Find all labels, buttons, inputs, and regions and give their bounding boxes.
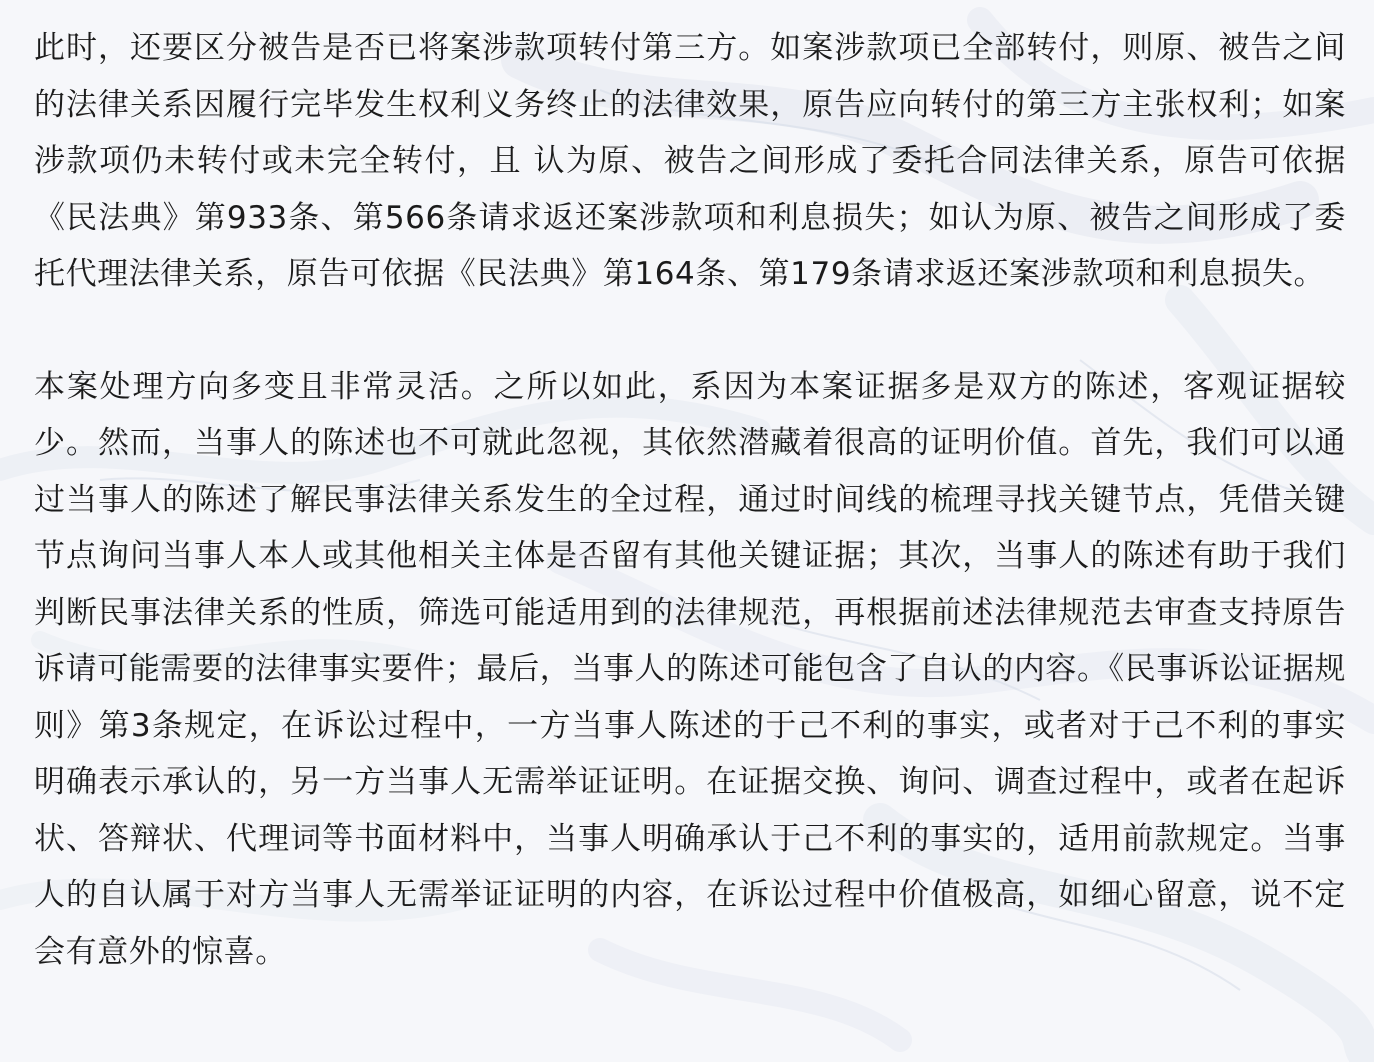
article-body [34, 20, 1346, 980]
paragraph-case-handling: 本案处理方向多变且非常灵活。之所以如此，系因为本案证据多是双方的陈述，客观证据较少。然而，当事人的陈述也不可就此忽视，其依然潜藏着很高的证明价值。首先，我们可以通过当事人的陈述了解民事法律关系发生的全过程，通过时间线的梳理寻找关键节点，凭借关键节点询问当事人本人或其他相关主体是否留有其他关键证据；其次，当事人的陈述有助于我们判断民事法律关系的性质，筛选可能适用到的法律规范，再根据前述法律规范去审查支持原告诉请可能需要的法律事实要件；最后，当事人的陈述可能包含了自认的内容。《民事诉讼证据规则》第3条规定，在诉讼过程中，一方当事人陈述的于己不利的事实，或者对于己不利的事实明确表示承认的，另一方当事人无需举证证明。在证据交换、询问、调查过程中，或者在起诉状、答辩状、代理词等书面材料中，当事人明确承认于己不利的事实的，适用前款规定。当事人的自认属于对方当事人无需举证证明的内容，在诉讼过程中价值极高，如细心留意，说不定会有意外的惊喜。 [34, 368, 1346, 970]
paragraph-transfer-analysis: 此时，还要区分被告是否已将案涉款项转付第三方。如案涉款项已全部转付，则原、被告之间的法律关系因履行完毕发生权利义务终止的法律效果，原告应向转付的第三方主张权利；如案涉款项仍未转付或未完全转付，且 认为原、被告之间形成了委托合同法律关系，原告可依据《民法典》第933条、第566条请求返还案涉款项和利息损失；如认为原、被告之间形成了委托代理法律关系，原告可依据《民法典》第164条、第179条请求返还案涉款项和利息损失。 [34, 30, 1346, 292]
